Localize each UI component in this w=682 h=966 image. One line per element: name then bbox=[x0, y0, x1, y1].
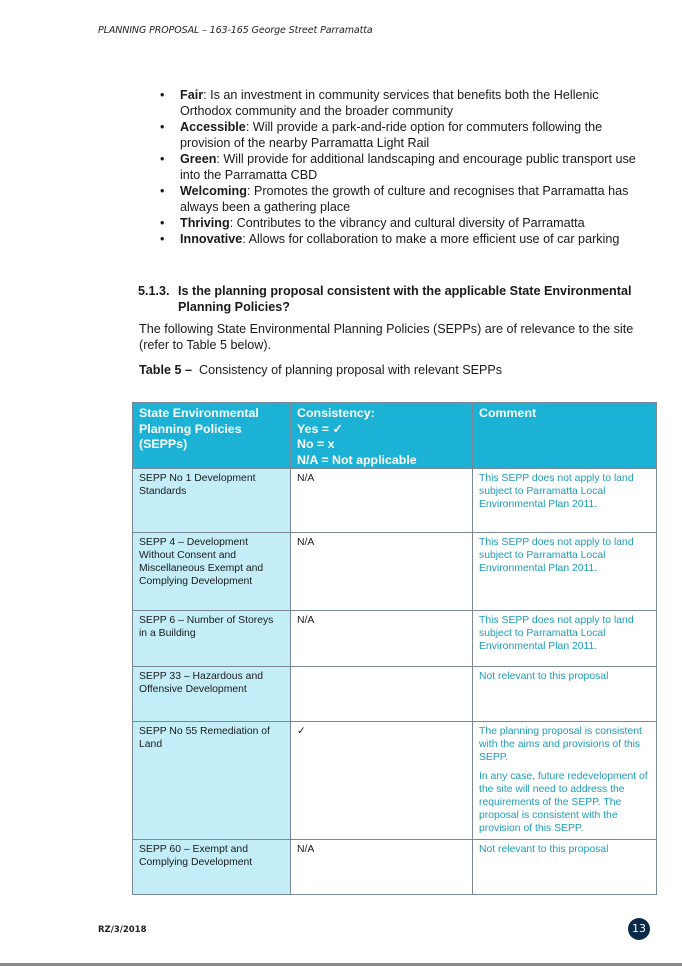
table-row bbox=[133, 840, 657, 895]
principles-list bbox=[160, 87, 650, 247]
bullet-icon: • bbox=[160, 152, 165, 166]
bullet-text: : Promotes the growth of culture and recognises that Parramatta has always been a gathering place bbox=[180, 184, 629, 214]
list-item bbox=[160, 231, 650, 247]
section-heading bbox=[138, 283, 648, 315]
table-row bbox=[133, 722, 657, 840]
section-title: Is the planning proposal consistent with the applicable State Environmental Planning Policies? bbox=[178, 284, 632, 314]
table-row bbox=[133, 667, 657, 722]
comment-text: Not relevant to this proposal bbox=[479, 844, 609, 855]
bullet-icon: • bbox=[160, 120, 165, 134]
table-header-row bbox=[133, 403, 657, 469]
bullet-text: : Contributes to the vibrancy and cultural diversity of Parramatta bbox=[229, 216, 585, 230]
bullet-icon: • bbox=[160, 184, 165, 198]
comment-text: This SEPP does not apply to land subject to Parramatta Local Environmental Plan 2011. bbox=[479, 615, 634, 652]
policy-cell: SEPP 33 – Hazardous and Offensive Development bbox=[133, 667, 291, 722]
running-header: PLANNING PROPOSAL – 163-165 George Street Parramatta bbox=[98, 25, 373, 36]
bullet-icon: • bbox=[160, 216, 165, 230]
policy-cell: SEPP 6 – Number of Storeys in a Building bbox=[133, 611, 291, 667]
table-row bbox=[133, 533, 657, 611]
bullet-text: : Will provide a park-and-ride option for commuters following the provision of the nearby Parramatta Light Rail bbox=[180, 120, 603, 150]
comment-text: This SEPP does not apply to land subject to Parramatta Local Environmental Plan 2011. bbox=[479, 537, 634, 574]
document-reference: RZ/3/2018 bbox=[98, 925, 147, 935]
section-number: 5.1.3. bbox=[138, 284, 170, 298]
list-item bbox=[160, 215, 650, 231]
consistency-cell: N/A bbox=[291, 840, 473, 895]
comment-cell bbox=[473, 722, 657, 840]
check-icon: ✓ bbox=[297, 726, 306, 737]
bullet-icon: • bbox=[160, 232, 165, 246]
comment-text: In any case, future redevelopment of the site will need to address the requirements of the SEPP. The proposal is consistent with the provision of this SEPP. bbox=[479, 771, 648, 834]
bullet-text: : Will provide for additional landscaping and encourage public transport use into the Parramatta CBD bbox=[180, 152, 636, 182]
consistency-cell bbox=[291, 722, 473, 840]
comment-text: Not relevant to this proposal bbox=[479, 671, 609, 682]
comment-cell bbox=[473, 667, 657, 722]
caption-label: Table 5 – bbox=[139, 363, 192, 377]
header-comment: Comment bbox=[473, 403, 657, 469]
header-consistency bbox=[291, 403, 473, 469]
bullet-term: Accessible bbox=[180, 120, 246, 134]
policy-cell: SEPP No 1 Development Standards bbox=[133, 469, 291, 533]
caption-text: Consistency of planning proposal with relevant SEPPs bbox=[198, 363, 503, 377]
consistency-cell: N/A bbox=[291, 533, 473, 611]
bullet-text: : Allows for collaboration to make a more efficient use of car parking bbox=[242, 232, 620, 246]
bullet-term: Green bbox=[180, 152, 217, 166]
consistency-legend-yes: Yes = ✓ bbox=[297, 421, 343, 436]
table-caption bbox=[139, 362, 502, 378]
bullet-text: : Is an investment in community services that benefits both the Hellenic Orthodox community and the broader community bbox=[180, 88, 599, 118]
bullet-term: Fair bbox=[180, 88, 204, 102]
bullet-term: Thriving bbox=[180, 216, 230, 230]
consistency-cell: N/A bbox=[291, 611, 473, 667]
comment-cell bbox=[473, 469, 657, 533]
consistency-cell: N/A bbox=[291, 469, 473, 533]
comment-cell bbox=[473, 611, 657, 667]
table-row bbox=[133, 611, 657, 667]
bullet-term: Welcoming bbox=[180, 184, 247, 198]
intro-paragraph: The following State Environmental Planning Policies (SEPPs) are of relevance to the site (refer to Table 5 below). bbox=[139, 322, 634, 352]
comment-cell bbox=[473, 840, 657, 895]
list-item bbox=[160, 151, 650, 183]
policy-cell: SEPP 60 – Exempt and Complying Development bbox=[133, 840, 291, 895]
list-item bbox=[160, 119, 650, 151]
list-item bbox=[160, 183, 650, 215]
comment-text: The planning proposal is consistent with the aims and provisions of this SEPP. bbox=[479, 726, 642, 763]
table-row bbox=[133, 469, 657, 533]
header-policy: State Environmental Planning Policies (SEPPs) bbox=[133, 403, 291, 469]
bullet-icon: • bbox=[160, 88, 165, 102]
policy-cell: SEPP No 55 Remediation of Land bbox=[133, 722, 291, 840]
comment-text: This SEPP does not apply to land subject to Parramatta Local Environmental Plan 2011. bbox=[479, 473, 634, 510]
consistency-cell bbox=[291, 667, 473, 722]
policy-cell: SEPP 4 – Development Without Consent and Miscellaneous Exempt and Complying Development bbox=[133, 533, 291, 611]
bullet-term: Innovative bbox=[180, 232, 243, 246]
comment-cell bbox=[473, 533, 657, 611]
consistency-title: Consistency: bbox=[297, 406, 375, 420]
page-number-badge: 13 bbox=[628, 918, 650, 940]
list-item bbox=[160, 87, 650, 119]
consistency-legend-no: No = x bbox=[297, 437, 335, 451]
sepp-consistency-table bbox=[132, 402, 657, 895]
consistency-legend-na: N/A = Not applicable bbox=[297, 452, 417, 467]
